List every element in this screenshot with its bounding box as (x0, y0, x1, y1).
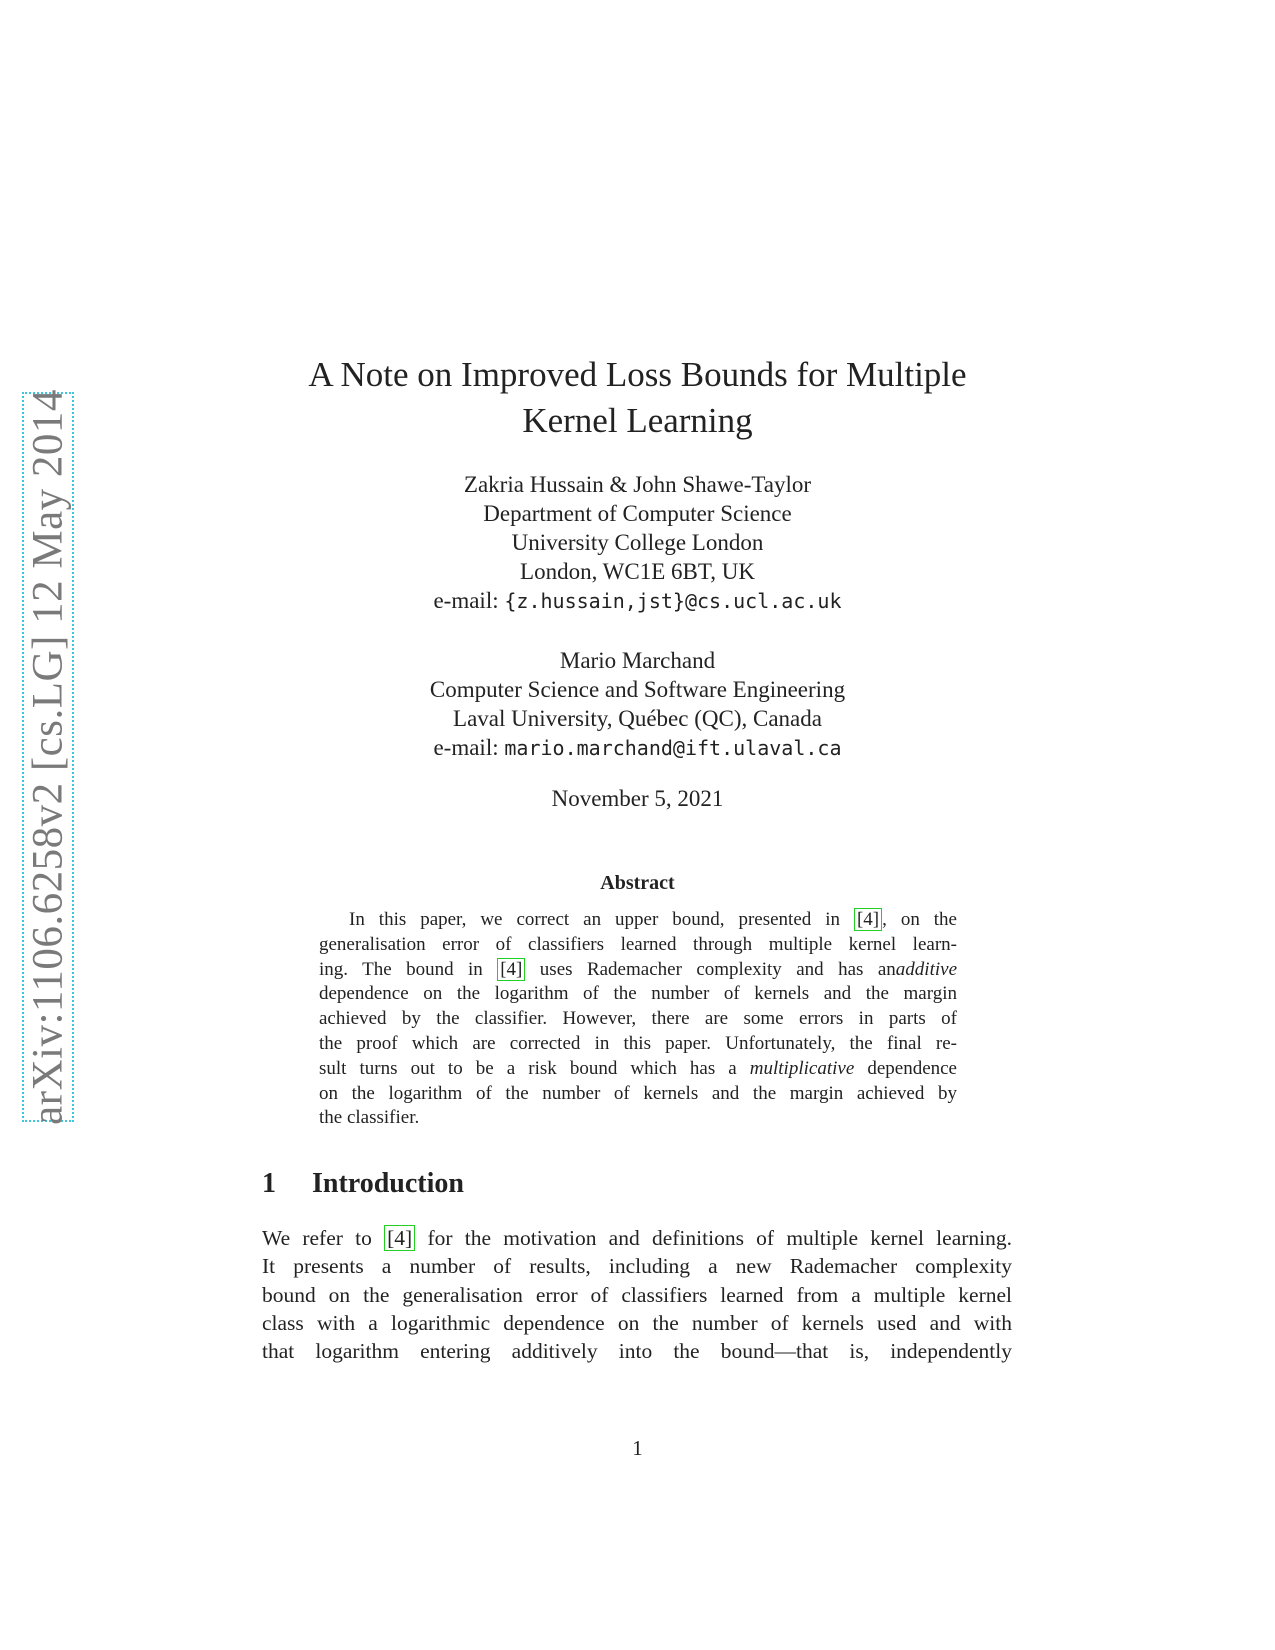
abstract-heading: Abstract (600, 872, 675, 894)
citation-link[interactable]: [4] (497, 958, 525, 981)
abstract-line: generalisation error of classifiers learned through multiple kernel learn- (319, 933, 957, 955)
author-university: Laval University, Québec (QC), Canada (453, 706, 822, 731)
email-label: e-mail: (433, 735, 505, 760)
arxiv-stamp[interactable] (22, 389, 74, 1125)
email-label: e-mail: (433, 588, 505, 613)
intro-paragraph (262, 1224, 1012, 1365)
section-heading (262, 1168, 464, 1200)
intro-line: bound on the generalisation error of classifiers learned from a multiple kernel (262, 1282, 1012, 1307)
section-number: 1 (262, 1168, 276, 1199)
intro-line: We refer to [4] for the motivation and definitions of multiple kernel learning. (262, 1226, 1013, 1250)
author-name: Mario Marchand (559, 648, 716, 673)
author-university: University College London (511, 530, 764, 555)
abstract-body (319, 908, 957, 1131)
author-names: Zakria Hussain & John Shawe-Taylor (463, 472, 812, 497)
intro-line: that logarithm entering additively into the bound—that is, independently (262, 1339, 1012, 1364)
abstract-line: sult turns out to be a risk bound which has a multiplicative dependence (319, 1057, 957, 1079)
author-email-line (260, 586, 1015, 616)
abstract-line: dependence on the logarithm of the number of kernels and the margin (319, 983, 957, 1005)
author-email: mario.marchand@ift.ulaval.ca (504, 736, 842, 760)
intro-line: class with a logarithmic dependence on the number of kernels used and with (262, 1310, 1012, 1335)
citation-link[interactable]: [4] (854, 908, 882, 931)
paper-title (260, 352, 1015, 444)
abstract-line: In this paper, we correct an upper bound, presented in [4] , on the (349, 909, 957, 930)
abstract-line: ing. The bound in [4] uses Rademacher complexity and has anadditive (319, 958, 957, 980)
arxiv-stamp-text: arXiv:1106.6258v2 [cs.LG] 12 May 2014 (24, 389, 72, 1125)
page-number: 1 (632, 1436, 643, 1460)
author-email: {z.hussain,jst}@cs.ucl.ac.uk (504, 589, 842, 613)
abstract-line: on the logarithm of the number of kernels and the margin achieved by (319, 1082, 957, 1104)
author-email-line (260, 733, 1015, 763)
author-address: London, WC1E 6BT, UK (520, 559, 755, 584)
intro-line: It presents a number of results, including a new Rademacher complexity (262, 1254, 1012, 1279)
author-block-2 (260, 646, 1015, 763)
title-line-1: A Note on Improved Loss Bounds for Multiple (308, 355, 967, 394)
section-title: Introduction (312, 1168, 464, 1199)
author-dept: Computer Science and Software Engineering (429, 677, 846, 702)
paper-date: November 5, 2021 (551, 786, 724, 811)
abstract-line: the proof which are corrected in this paper. Unfortunately, the final re- (319, 1032, 957, 1054)
title-line-2: Kernel Learning (522, 401, 753, 440)
abstract-line: the classifier. (319, 1107, 420, 1129)
citation-link[interactable]: [4] (384, 1225, 415, 1251)
author-block-1 (260, 470, 1015, 616)
abstract-line: achieved by the classifier. However, there are some errors in parts of (319, 1008, 957, 1030)
author-dept: Department of Computer Science (483, 501, 792, 526)
